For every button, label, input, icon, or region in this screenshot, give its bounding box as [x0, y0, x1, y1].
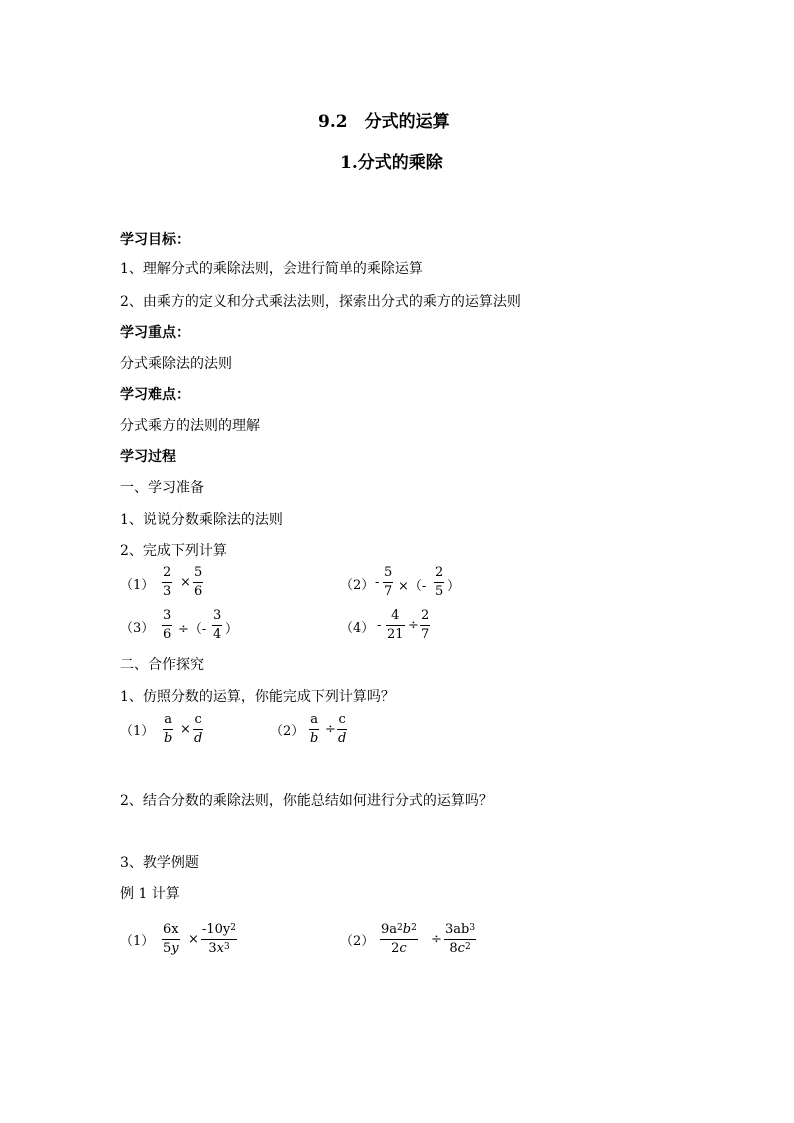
- exercise-label-4: （4）: [340, 621, 375, 636]
- denominator: [201, 940, 237, 957]
- fraction: [193, 565, 203, 600]
- difficulty-heading: 学习难点：: [120, 387, 190, 403]
- part2-question-2: 2、结合分数的乘除法则，你能总结如何进行分式的运算吗？: [120, 793, 493, 809]
- denominator-variable: x: [216, 941, 224, 956]
- denominator-coefficient: 8: [449, 941, 458, 956]
- exercise-label-3: （3）: [120, 621, 155, 636]
- numerator: 3: [162, 608, 172, 626]
- exponent: 2: [397, 923, 403, 933]
- denominator: b: [310, 731, 319, 746]
- numerator: 4: [386, 608, 405, 626]
- numerator-term: 9a: [381, 922, 398, 937]
- exploration-label-2: （2）: [270, 724, 305, 739]
- denominator: 7: [421, 627, 430, 642]
- fraction: [420, 608, 430, 643]
- fraction: [162, 922, 180, 957]
- operator: ×（-: [398, 579, 427, 594]
- numerator: [380, 922, 418, 940]
- close-paren: ）: [447, 579, 461, 594]
- fraction: [212, 608, 222, 643]
- fraction: [162, 565, 172, 600]
- example-item-label-1: （1）: [120, 934, 155, 949]
- part2-heading: 二、合作探究: [120, 657, 204, 673]
- denominator: 6: [194, 584, 203, 599]
- fraction: [380, 922, 418, 957]
- close-paren: ）: [225, 622, 239, 637]
- part1-heading: 一、学习准备: [120, 480, 204, 496]
- exponent: 3: [223, 942, 230, 952]
- fraction: [309, 712, 319, 747]
- example-label: 例 1 计算: [120, 886, 180, 902]
- objectives-heading: 学习目标：: [120, 232, 190, 248]
- operator: ×: [180, 575, 191, 590]
- numerator-base: -10y: [202, 922, 231, 937]
- numerator-variable: b: [402, 922, 412, 937]
- fraction: [162, 608, 172, 643]
- page-title: 9.2 分式的运算: [318, 112, 450, 132]
- denominator: 3: [163, 584, 172, 599]
- denominator-coefficient: 2: [391, 941, 400, 956]
- fraction: [193, 712, 203, 747]
- numerator: [201, 922, 237, 940]
- fraction: [163, 712, 173, 747]
- denominator-coefficient: 3: [208, 941, 217, 956]
- exponent: 2: [464, 942, 471, 952]
- denominator: 4: [213, 627, 222, 642]
- page-subtitle: 1.分式的乘除: [340, 153, 443, 173]
- operator: ×: [180, 722, 191, 737]
- key-point-heading: 学习重点：: [120, 325, 190, 341]
- operator: ÷: [431, 932, 442, 947]
- numerator: c: [337, 712, 347, 730]
- part2-question-1: 1、仿照分数的运算，你能完成下列计算吗？: [120, 689, 395, 705]
- process-heading: 学习过程: [120, 449, 176, 465]
- denominator-coefficient: 5: [163, 941, 172, 956]
- key-point-text: 分式乘除法的法则: [120, 356, 232, 372]
- objective-item-1: 1、理解分式的乘除法则，会进行简单的乘除运算: [120, 261, 423, 277]
- part1-question-2: 2、完成下列计算: [120, 543, 227, 559]
- denominator-variable: c: [457, 941, 465, 956]
- exponent: 3: [469, 923, 476, 933]
- exercise-label-2: （2）: [340, 578, 375, 593]
- numerator: 2: [434, 565, 444, 583]
- denominator-variable: c: [399, 941, 407, 956]
- minus-sign: -: [377, 618, 382, 633]
- fraction: [201, 922, 237, 957]
- part2-question-3: 3、教学例题: [120, 855, 199, 871]
- denominator: 5: [435, 584, 444, 599]
- numerator: a: [309, 712, 319, 730]
- part1-question-1: 1、说说分数乘除法的法则: [120, 512, 283, 528]
- operator: ÷: [325, 722, 336, 737]
- denominator: [444, 940, 476, 957]
- fraction: [386, 608, 405, 643]
- numerator: 5: [383, 565, 393, 583]
- exercise-label-1: （1）: [120, 578, 155, 593]
- exponent: 2: [411, 923, 417, 933]
- example-item-label-2: （2）: [340, 934, 375, 949]
- numerator-term: 3ab: [445, 922, 470, 937]
- numerator: c: [193, 712, 203, 730]
- denominator: 7: [384, 584, 393, 599]
- numerator: 3: [212, 608, 222, 626]
- denominator-variable: y: [171, 941, 179, 956]
- numerator: 2: [420, 608, 430, 626]
- numerator: 2: [162, 565, 172, 583]
- fraction: [434, 565, 444, 600]
- exponent: 2: [230, 923, 237, 933]
- operator: ÷: [408, 618, 419, 633]
- objective-item-2: 2、由乘方的定义和分式乘法法则，探索出分式的乘方的运算法则: [120, 294, 521, 310]
- numerator: 5: [193, 565, 203, 583]
- minus-sign: -: [375, 575, 380, 590]
- fraction: [337, 712, 347, 747]
- operator: ÷（-: [178, 622, 207, 637]
- difficulty-text: 分式乘方的法则的理解: [120, 418, 260, 434]
- exploration-label-1: （1）: [120, 724, 155, 739]
- denominator: [380, 940, 418, 957]
- denominator: d: [338, 731, 347, 746]
- denominator: 6: [163, 627, 172, 642]
- numerator: a: [163, 712, 173, 730]
- numerator: [444, 922, 476, 940]
- numerator: 6x: [162, 922, 180, 940]
- denominator: [162, 940, 180, 957]
- operator: ×: [188, 932, 199, 947]
- denominator: 21: [387, 627, 404, 642]
- denominator: d: [194, 731, 203, 746]
- fraction: [383, 565, 393, 600]
- denominator: b: [164, 731, 173, 746]
- fraction: [444, 922, 476, 957]
